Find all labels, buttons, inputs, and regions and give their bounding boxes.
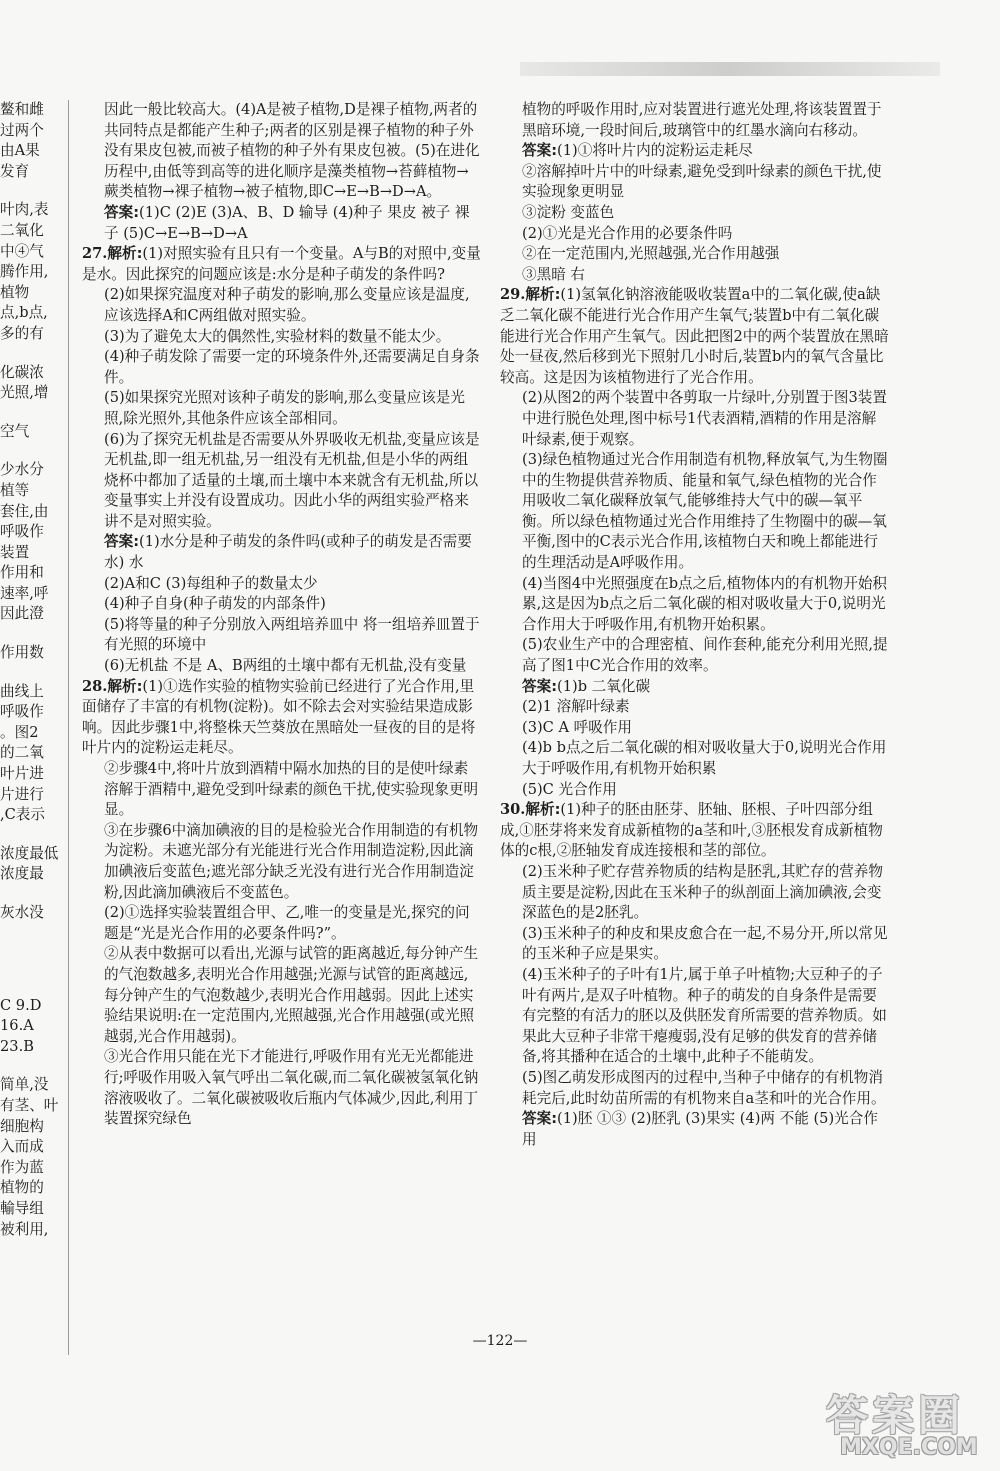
paragraph-text: (6)无机盐 不是 A、B两组的土壤中都有无机盐,没有变量 bbox=[104, 657, 467, 675]
left-fragment: 輸导组 bbox=[0, 1199, 44, 1217]
paragraph bbox=[500, 162, 890, 203]
question-number: 30. bbox=[500, 801, 526, 819]
paragraph-text: (1)①选作实验的植物实验前已经进行了光合作用,里面储存了丰富的有机物(淀粉)。如不除去会对实验结果造成影响。因此步骤1中,将整株天竺葵放在黑暗处一昼夜的目的是将叶片内的淀粉运走耗尽。 bbox=[82, 677, 476, 757]
paragraph bbox=[500, 862, 890, 924]
left-fragment: 光照,增 bbox=[0, 384, 49, 402]
watermark-logo: 答案圈 bbox=[826, 1391, 965, 1440]
paragraph-text: ②在一定范围内,光照越强,光合作用越强 bbox=[522, 245, 780, 263]
paragraph bbox=[82, 203, 482, 244]
paragraph-text: (5)C 光合作用 bbox=[522, 780, 617, 798]
left-fragment: 点,b点, bbox=[0, 304, 48, 322]
left-fragment: C 9.D bbox=[0, 996, 42, 1014]
paragraph bbox=[500, 450, 890, 574]
left-column-cropped bbox=[0, 100, 62, 1240]
paragraph bbox=[82, 285, 482, 326]
paragraph-text: (1)对照实验有且只有一个变量。A与B的对照中,变量是水。因此探究的问题应该是:水分是种子萌发的条件吗? bbox=[82, 245, 481, 283]
paragraph-text: (5)将等量的种子分别放入两组培养皿中 将一组培养皿置于有光照的环境中 bbox=[104, 615, 480, 654]
paragraph-text: (4)b b点之后二氧化碳的相对吸收量大于0,说明光合作用大于呼吸作用,有机物开始积累 bbox=[522, 739, 887, 777]
paragraph bbox=[500, 718, 890, 739]
left-fragment: 细胞构 bbox=[0, 1117, 44, 1135]
left-fragment: 叶肉,表 bbox=[0, 201, 49, 219]
paragraph bbox=[82, 327, 482, 348]
paragraph-text: ③淀粉 变蓝色 bbox=[522, 203, 615, 221]
paragraph-text: (2)如果探究温度对种子萌发的影响,那么变量应该是温度,应该选择A和C两组做对照实验。 bbox=[104, 286, 470, 324]
paragraph bbox=[82, 347, 482, 388]
paragraph-text: (2)①光是光合作用的必要条件吗 bbox=[522, 224, 733, 242]
watermark bbox=[826, 1383, 986, 1461]
paragraph bbox=[82, 244, 482, 285]
left-fragment bbox=[0, 1057, 62, 1075]
paragraph bbox=[82, 594, 482, 615]
paragraph-text: (3)为了避免太大的偶然性,实验材料的数量不能太少。 bbox=[104, 327, 451, 345]
left-fragment: 作为蓝 bbox=[0, 1158, 44, 1176]
paragraph-text: ③黑暗 右 bbox=[522, 265, 586, 283]
paragraph bbox=[500, 965, 890, 1068]
paragraph bbox=[82, 821, 482, 903]
column-divider bbox=[68, 100, 69, 1355]
left-fragment: 23.B bbox=[0, 1037, 34, 1055]
paragraph-text: 植物的呼吸作用时,应对装置进行遮光处理,将该装置置于黑暗环境,一段时间后,玻璃管中的红墨水滴向右移动。 bbox=[522, 101, 882, 139]
paragraph bbox=[82, 532, 482, 573]
paragraph-text: (1)①将叶片内的淀粉运走耗尽 bbox=[557, 142, 753, 160]
paragraph bbox=[500, 141, 890, 162]
answer-label: 答案: bbox=[104, 533, 140, 551]
left-fragment bbox=[0, 942, 62, 960]
paragraph bbox=[500, 224, 890, 245]
paragraph-text: (3)C A 呼吸作用 bbox=[522, 718, 633, 736]
left-fragment: 。图2 bbox=[0, 723, 39, 741]
paragraph bbox=[82, 759, 482, 821]
paragraph bbox=[82, 100, 482, 203]
left-fragment: 的二氧 bbox=[0, 744, 44, 762]
left-fragment bbox=[0, 978, 62, 996]
middle-column bbox=[82, 100, 482, 1130]
paragraph-text: (1)种子的胚由胚芽、胚轴、胚根、子叶四部分组成,①胚芽将来发育成新植物的a茎和叶,③胚根发育成新植物体的c根,②胚轴发育成连接根和茎的部位。 bbox=[500, 801, 883, 860]
paragraph-text: ②步骤4中,将叶片放到酒精中隔水加热的目的是使叶绿素溶解于酒精中,避免受到叶绿素的颜色干扰,使实验现象更明显。 bbox=[104, 760, 479, 819]
left-fragment bbox=[0, 924, 62, 942]
left-fragment bbox=[0, 826, 62, 844]
left-fragment: 套住,由 bbox=[0, 502, 49, 520]
paragraph bbox=[82, 903, 482, 944]
left-fragment: 入而成 bbox=[0, 1138, 44, 1156]
paragraph bbox=[82, 574, 482, 595]
paragraph-text: (1)胚 ①③ (2)胚乳 (3)果实 (4)两 不能 (5)光合作用 bbox=[522, 1110, 878, 1148]
paragraph bbox=[82, 430, 482, 533]
paragraph bbox=[500, 738, 890, 779]
left-fragment: 鳌和雌 bbox=[0, 101, 44, 118]
answer-label: 答案: bbox=[522, 677, 558, 695]
answer-label: 答案: bbox=[522, 142, 558, 160]
left-fragment: 16.A bbox=[0, 1017, 34, 1035]
answer-label: 解析: bbox=[525, 286, 561, 304]
question-number: 28. bbox=[82, 677, 108, 695]
left-fragment: 浓度最低 bbox=[0, 844, 59, 862]
left-fragment bbox=[0, 442, 62, 460]
paragraph bbox=[82, 388, 482, 429]
left-fragment: ,C表示 bbox=[0, 806, 45, 824]
question-number: 29. bbox=[500, 286, 526, 304]
paragraph bbox=[500, 285, 890, 388]
left-fragment: 作用和 bbox=[0, 564, 44, 582]
left-fragment bbox=[0, 625, 62, 643]
left-fragment: 因此澄 bbox=[0, 605, 44, 623]
paragraph bbox=[500, 203, 890, 224]
paragraph-text: (1)氢氧化钠溶液能吸收装置a中的二氧化碳,使a缺乏二氧化碳不能进行光合作用产生氧气;装置b中有二氧化碳能进行光合作用产生氧气。因此把图2中的两个装置放在黑暗处一昼夜,然后移到光下照射几小时后,装置b内的氧气含量比较高。这是因为该植物进行了光合作用。 bbox=[500, 286, 889, 386]
blurred-header bbox=[520, 62, 940, 76]
left-fragment: 装置 bbox=[0, 543, 30, 561]
paragraph-text: (3)绿色植物通过光合作用制造有机物,释放氧气,为生物圈中的生物提供营养物质、能量和氧气,绿色植物的光合作用吸收二氧化碳释放氧气,能够维持大气中的碳—氧平衡。所以绿色植物通过光合作用维持了生物圈中的碳—氧平衡,图中的C表示光合作用,该植物白天和晚上都能进行的生理活动是A呼吸作用。 bbox=[522, 451, 888, 572]
paragraph-text: (5)如果探究光照对该种子萌发的影响,那么变量应该是光照,除光照外,其他条件应该全部相同。 bbox=[104, 389, 465, 427]
paragraph-text: (5)图乙萌发形成图丙的过程中,当种子中储存的有机物消耗完后,此时幼苗所需的有机物来自a茎和叶的光合作用。 bbox=[522, 1068, 886, 1107]
paragraph bbox=[500, 574, 890, 636]
left-fragment: 片进行 bbox=[0, 785, 44, 803]
left-fragment: 有茎、叶 bbox=[0, 1096, 59, 1114]
left-fragment bbox=[0, 885, 62, 903]
left-fragment: 速率,呼 bbox=[0, 584, 49, 602]
paragraph bbox=[500, 780, 890, 801]
paragraph bbox=[500, 800, 890, 862]
left-fragment: 植物 bbox=[0, 283, 30, 301]
left-fragment: 作用数 bbox=[0, 644, 44, 662]
left-fragment bbox=[0, 960, 62, 978]
left-fragment: 植物的 bbox=[0, 1179, 44, 1197]
paragraph-text: (4)当图4中光照强度在b点之后,植物体内的有机物开始积累,这是因为b点之后二氧化碳的相对吸收量大于0,说明光合作用大于呼吸作用,有机物开始积累。 bbox=[522, 574, 888, 633]
paragraph bbox=[82, 615, 482, 656]
left-fragment bbox=[0, 182, 62, 200]
left-fragment bbox=[0, 664, 62, 682]
answer-label: 解析: bbox=[107, 677, 143, 695]
paragraph-text: (2)①选择实验装置组合甲、乙,唯一的变量是光,探究的问题是“光是光合作用的必要条件吗?”。 bbox=[104, 904, 470, 942]
left-fragment: 叶片进 bbox=[0, 765, 44, 783]
paragraph-text: (4)种子自身(种子萌发的内部条件) bbox=[104, 595, 326, 613]
left-fragment: 空气 bbox=[0, 422, 30, 440]
left-fragment: 多的有 bbox=[0, 324, 44, 342]
paragraph-text: (2)玉米种子贮存营养物质的结构是胚乳,其贮存的营养物质主要是淀粉,因此在玉米种子的纵剖面上滴加碘液,会变深蓝色的是2胚乳。 bbox=[522, 862, 883, 922]
paragraph bbox=[500, 1068, 890, 1109]
answer-label: 解析: bbox=[107, 245, 143, 263]
left-fragment: 少水分 bbox=[0, 461, 44, 479]
left-fragment: 二氧化 bbox=[0, 221, 44, 239]
paragraph-text: (1)水分是种子萌发的条件吗(或种子的萌发是否需要水) 水 bbox=[104, 533, 472, 572]
paragraph bbox=[500, 244, 890, 265]
paragraph-text: (4)种子萌发除了需要一定的环境条件外,还需要满足自身条件。 bbox=[104, 348, 480, 386]
left-fragment: 被利用, bbox=[0, 1220, 49, 1238]
paragraph-text: ③光合作用只能在光下才能进行,呼吸作用有光无光都能进行;呼吸作用吸入氧气呼出二氧化碳,而二氧化碳被氢氧化钠溶液吸收了。二氧化碳被吸收后瓶内气体减少,因此,利用丁装置探究绿色 bbox=[104, 1048, 479, 1128]
paragraph bbox=[500, 635, 890, 676]
left-fragment: 中④气 bbox=[0, 242, 44, 260]
answer-label: 解析: bbox=[525, 801, 561, 819]
paragraph-text: ②从表中数据可以看出,光源与试管的距离越近,每分钟产生的气泡数越多,表明光合作用越强;光源与试管的距离越远,每分钟产生的气泡数越少,表明光合作用越弱。因此上述实验结果说明:在一定范围内,光照越强,光合作用越强(或光照越弱,光合作用越弱)。 bbox=[104, 945, 479, 1045]
paragraph bbox=[500, 265, 890, 286]
paragraph-text: ②溶解掉叶片中的叶绿素,避免受到叶绿素的颜色干扰,使实验现象更明显 bbox=[522, 162, 882, 201]
paragraph bbox=[500, 100, 890, 141]
paragraph bbox=[82, 656, 482, 677]
paragraph-text: (2)A和C (3)每组种子的数量太少 bbox=[104, 574, 318, 592]
paragraph-text: (1)C (2)E (3)A、B、D 输导 (4)种子 果皮 被子 裸子 (5)C→E→B→D→A bbox=[104, 203, 470, 242]
left-fragment: 呼吸作 bbox=[0, 523, 44, 541]
paragraph-text: (2)1 溶解叶绿素 bbox=[522, 698, 630, 716]
paragraph bbox=[500, 677, 890, 698]
paragraph bbox=[500, 1109, 890, 1150]
question-number: 27. bbox=[82, 245, 108, 263]
left-fragment: 灰水没 bbox=[0, 904, 44, 921]
paragraph bbox=[82, 944, 482, 1047]
left-fragment: 腾作用, bbox=[0, 263, 49, 281]
paragraph bbox=[500, 924, 890, 965]
watermark-url: MXQE.COM bbox=[840, 1435, 978, 1460]
paragraph-text: (3)玉米种子的种皮和果皮愈合在一起,不易分开,所以常见的玉米种子应是果实。 bbox=[522, 924, 888, 963]
left-fragment: 植等 bbox=[0, 481, 30, 499]
right-column bbox=[500, 100, 890, 1150]
left-fragment: 发育 bbox=[0, 162, 30, 180]
paragraph-text: (6)为了探究无机盐是否需要从外界吸收无机盐,变量应该是无机盐,即一组无机盐,另一组没有无机盐,但是小华的两组烧杯中都加了适量的土壤,而土壤中本来就含有无机盐,所以变量事实上并没有设置成功。因此小华的两组实验严格来讲不是对照实验。 bbox=[104, 430, 480, 530]
left-fragment: 曲线上 bbox=[0, 682, 44, 700]
paragraph-text: (5)农业生产中的合理密植、间作套种,能充分利用光照,提高了图1中C光合作用的效率。 bbox=[522, 636, 888, 675]
paragraph-text: 因此一般比较高大。(4)A是被子植物,D是裸子植物,两者的共同特点是都能产生种子;两者的区别是裸子植物的种子外没有果皮包被,而被子植物的种子外有果皮包被。(5)在进化历程中,由低等到高等的进化顺序是藻类植物→苔藓植物→蕨类植物→裸子植物→被子植物,即C→E→B→D→A。 bbox=[104, 101, 480, 201]
paragraph bbox=[82, 1047, 482, 1129]
left-fragment: 由A果 bbox=[0, 142, 40, 160]
left-fragment: 简单,没 bbox=[0, 1076, 49, 1094]
left-fragment: 化碳浓 bbox=[0, 363, 44, 381]
paragraph-text: (4)玉米种子的子叶有1片,属于单子叶植物;大豆种子的子叶有两片,是双子叶植物。种子的萌发的自身条件是需要有完整的有活力的胚以及供胚发育所需要的营养物质。如果此大豆种子非常干瘪瘦弱,没有足够的供发育的营养储备,将其播种在适合的土壤中,此种子不能萌发。 bbox=[522, 965, 887, 1066]
answer-label: 答案: bbox=[522, 1110, 558, 1128]
paragraph bbox=[500, 388, 890, 450]
answer-label: 答案: bbox=[104, 203, 140, 221]
paragraph-text: ③在步骤6中滴加碘液的目的是检验光合作用制造的有机物为淀粉。未遮光部分有光能进行光合作用制造淀粉,因此滴加碘液后变蓝色;遮光部分缺乏光没有进行光合作用制造淀粉,因此滴加碘液后不变蓝色。 bbox=[104, 821, 479, 901]
left-fragment: 呼吸作 bbox=[0, 703, 44, 721]
left-fragment bbox=[0, 345, 62, 363]
page-number: —122— bbox=[472, 1333, 528, 1349]
paragraph-text: (2)从图2的两个装置中各剪取一片绿叶,分别置于图3装置中进行脱色处理,图中标号1代表酒精,酒精的作用是溶解叶绿素,便于观察。 bbox=[522, 389, 887, 448]
left-fragment bbox=[0, 404, 62, 422]
paragraph-text: (1)b 二氧化碳 bbox=[557, 677, 651, 695]
paragraph bbox=[82, 677, 482, 759]
left-fragment: 浓度最 bbox=[0, 865, 44, 883]
paragraph bbox=[500, 697, 890, 718]
left-fragment: 过两个 bbox=[0, 121, 44, 139]
